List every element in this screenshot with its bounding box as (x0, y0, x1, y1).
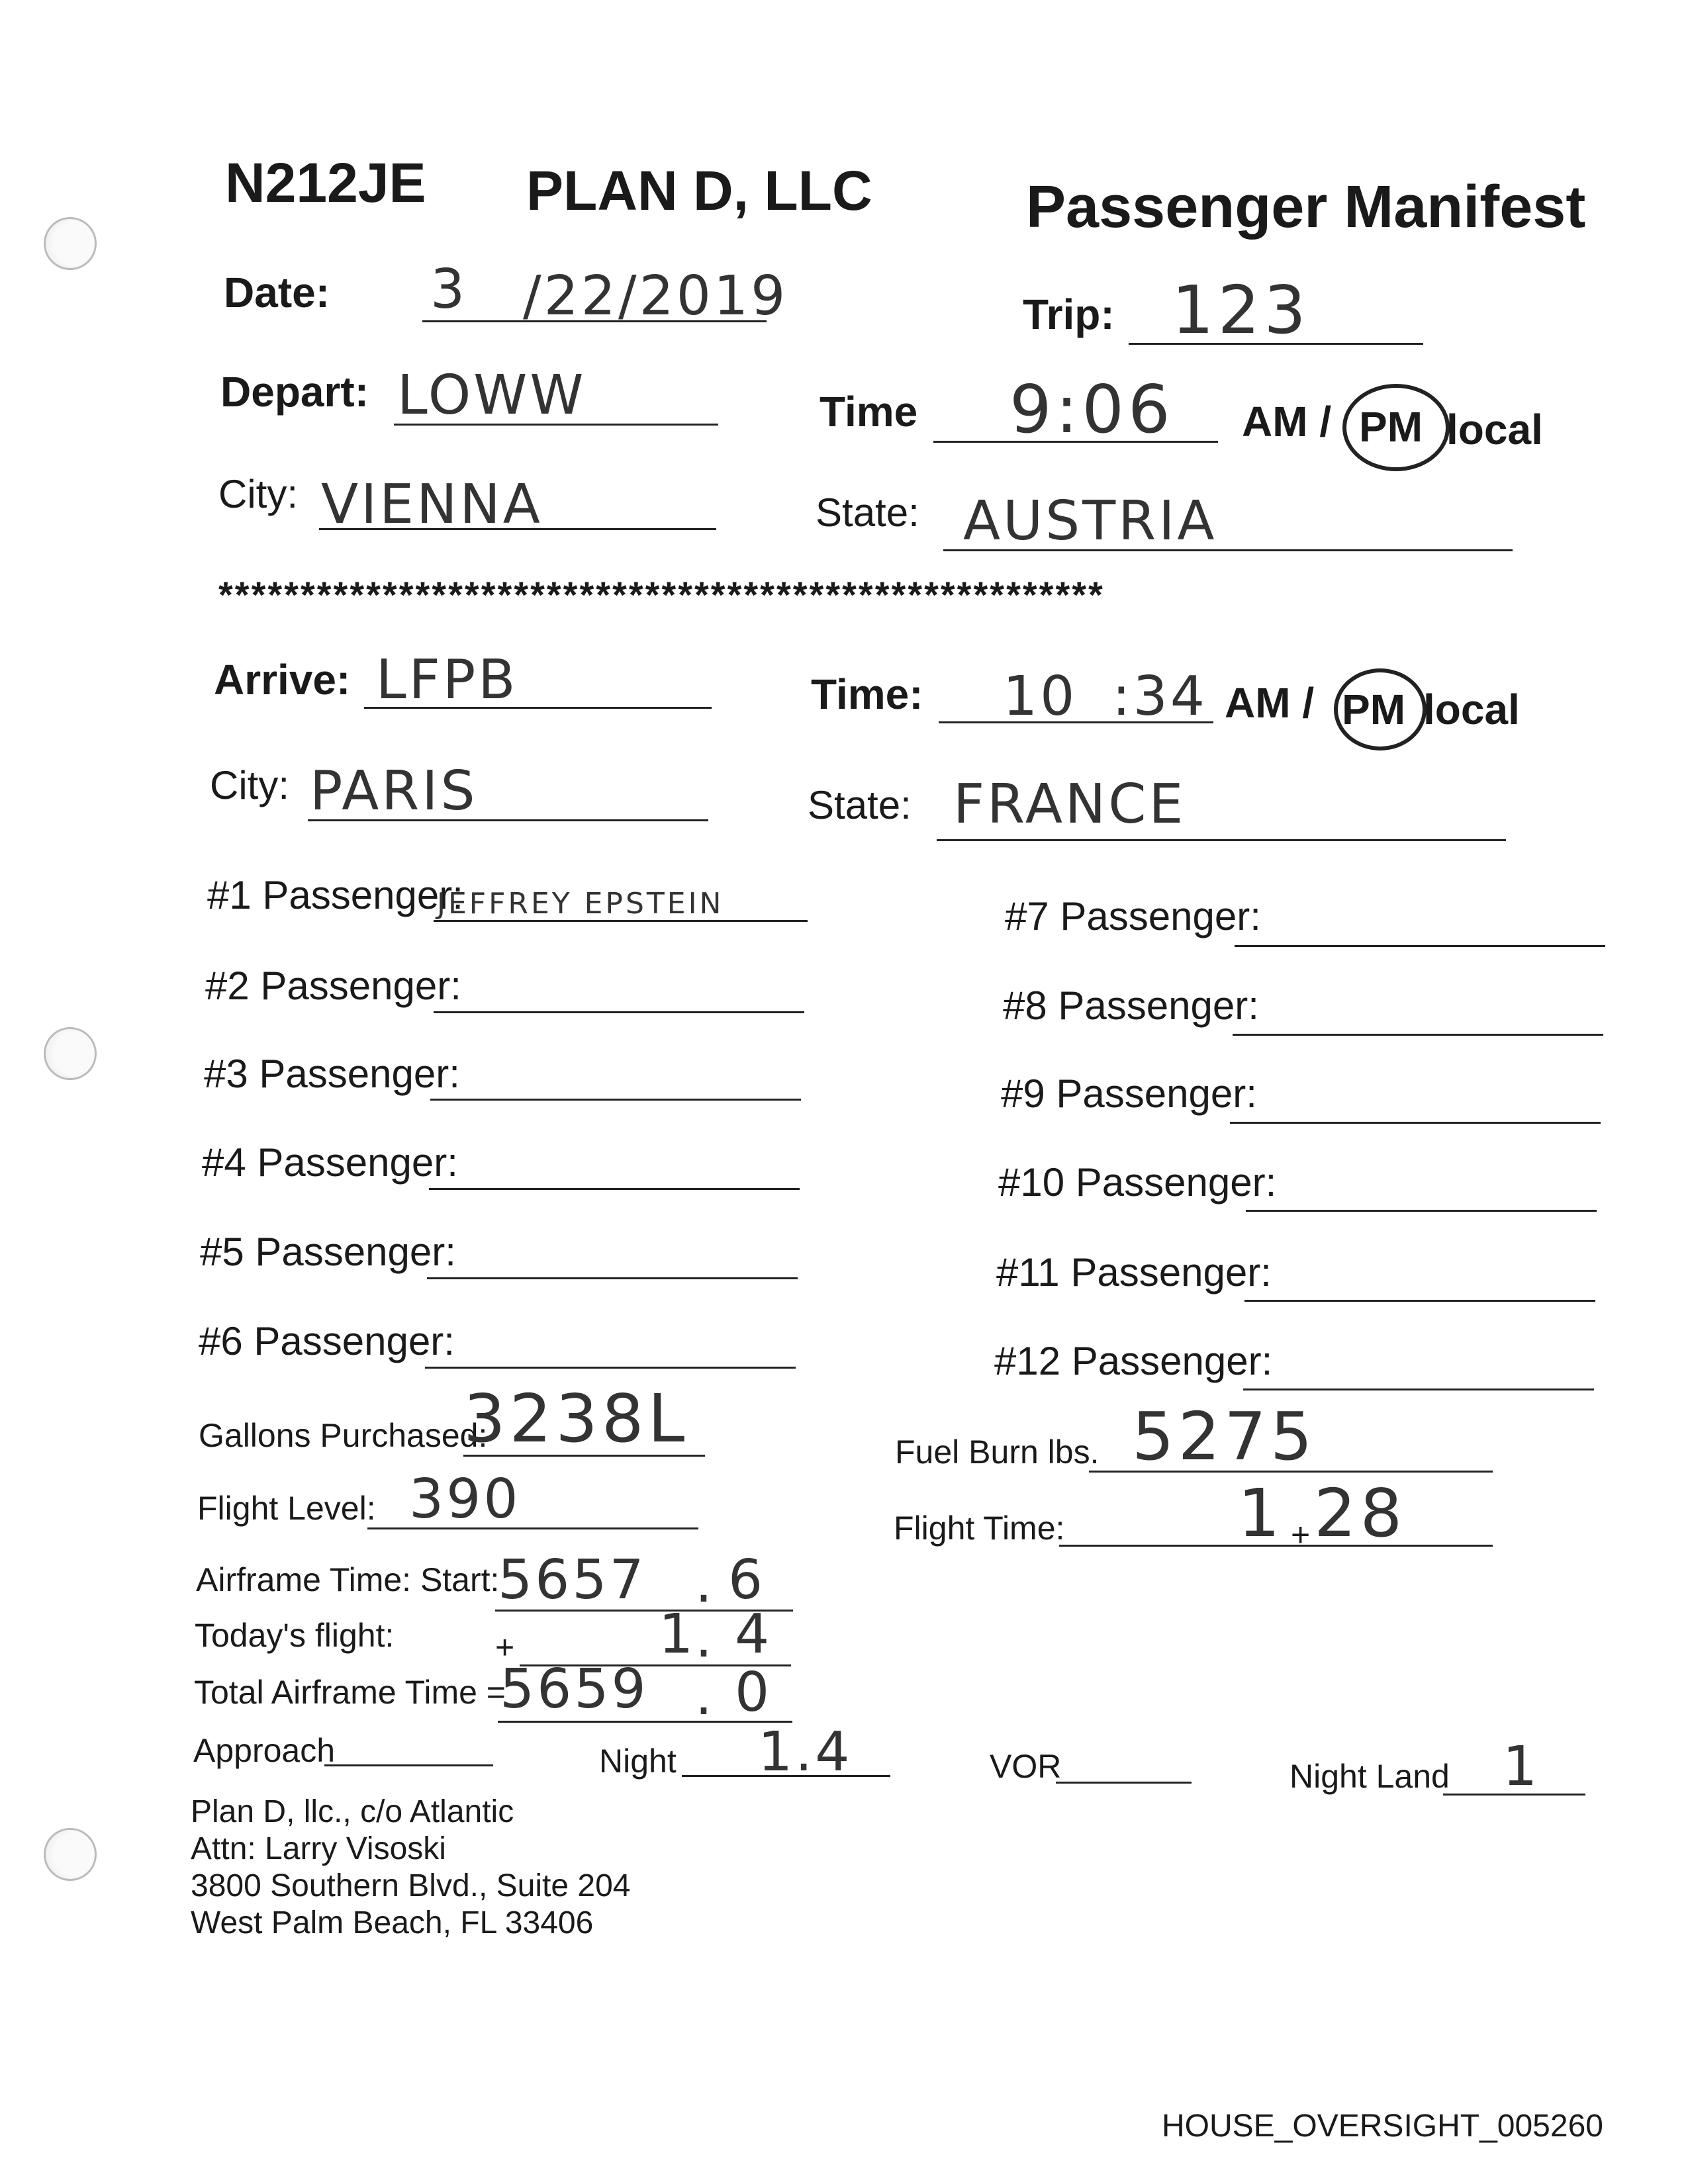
flight-level-line (367, 1527, 698, 1529)
passenger-label: #9 Passenger: (1001, 1071, 1257, 1116)
depart-local-label: local (1446, 406, 1543, 453)
approach-label: Approach (193, 1732, 336, 1769)
passenger-line (430, 1099, 801, 1101)
airframe-start-tenth: 6 (728, 1549, 766, 1612)
flight-time-line (1059, 1545, 1493, 1547)
depart-pm-label: PM (1359, 403, 1423, 451)
date-rest: /22/2019 (523, 265, 788, 328)
passenger-line (427, 1277, 798, 1279)
address-block (191, 1794, 630, 1942)
fuel-burn-label: Fuel Burn lbs. (895, 1433, 1100, 1471)
company-name: PLAN D, LLC (526, 159, 872, 222)
arrive-state-value: FRANCE (953, 773, 1186, 836)
fuel-burn-value: 5275 (1132, 1398, 1317, 1475)
passenger-label: #1 Passenger: (207, 873, 463, 917)
flight-time-minutes: 28 (1314, 1475, 1407, 1552)
vor-label: VOR (990, 1748, 1062, 1785)
night-label: Night (599, 1743, 677, 1780)
total-airframe-line (498, 1721, 792, 1723)
arrive-time-minute: :34 (1112, 665, 1207, 728)
depart-value: LOWW (397, 364, 586, 427)
arrive-pm-circle (1334, 668, 1427, 751)
passenger-line (1230, 1122, 1601, 1124)
passenger-label: #7 Passenger: (1005, 894, 1261, 938)
passenger-label: #2 Passenger: (205, 964, 461, 1008)
depart-am-label: AM / (1242, 398, 1332, 445)
depart-time-value: 9:06 (1009, 371, 1174, 448)
date-line (422, 320, 767, 322)
passenger-label: #6 Passenger: (199, 1319, 455, 1363)
passenger-label: #10 Passenger: (998, 1160, 1277, 1205)
passenger-label: #3 Passenger: (204, 1052, 460, 1096)
passenger-line (1246, 1210, 1597, 1212)
address-line-street: 3800 Southern Blvd., Suite 204 (191, 1868, 631, 1903)
passenger-line (434, 1011, 804, 1013)
total-airframe-whole: 5659 (500, 1658, 649, 1721)
depart-city-value: VIENNA (321, 473, 543, 536)
flight-time-hours: 1 (1238, 1475, 1284, 1552)
arrive-city-value: PARIS (310, 760, 478, 823)
airframe-start-whole: 5657 (498, 1549, 647, 1612)
passenger-line (425, 1367, 796, 1369)
arrive-value: LFPB (376, 649, 518, 711)
tail-number: N212JE (225, 152, 426, 214)
fuel-burn-line (1089, 1471, 1493, 1473)
flight-time-label: Flight Time: (894, 1510, 1065, 1547)
trip-line (1129, 343, 1423, 345)
arrive-pm-label: PM (1342, 686, 1405, 733)
passenger-label: #12 Passenger: (994, 1339, 1273, 1383)
depart-city-line (319, 528, 716, 530)
passenger-line (1243, 1388, 1594, 1390)
date-label: Date: (224, 269, 330, 316)
depart-pm-circle (1342, 384, 1450, 471)
passenger-label: #4 Passenger: (202, 1140, 458, 1185)
binder-hole-top (44, 217, 97, 270)
page-title: Passenger Manifest (1026, 174, 1586, 240)
depart-state-line (943, 549, 1513, 551)
gallons-purchased-label: Gallons Purchased: (199, 1417, 488, 1454)
night-line (682, 1775, 890, 1777)
arrive-local-label: local (1423, 686, 1520, 733)
address-line-company: Plan D, llc., c/o Atlantic (191, 1794, 514, 1829)
arrive-time-line (939, 721, 1213, 723)
arrive-city-line (308, 819, 708, 821)
passenger-line (429, 1188, 800, 1190)
flight-level-label: Flight Level: (197, 1490, 376, 1527)
vor-line (1056, 1782, 1192, 1784)
arrive-label: Arrive: (214, 656, 351, 704)
todays-flight-tenth: 4 (735, 1603, 773, 1666)
passenger-line (434, 920, 808, 922)
passenger-label: #5 Passenger: (200, 1230, 456, 1274)
todays-flight-dot: . (695, 1607, 716, 1670)
todays-flight-plus: + (495, 1629, 515, 1666)
night-land-label: Night Land (1289, 1758, 1450, 1795)
separator-stars: ****************************************************** (218, 574, 1105, 615)
binder-hole-bottom (44, 1828, 97, 1881)
trip-value: 123 (1172, 271, 1310, 349)
binder-hole-middle (44, 1027, 97, 1080)
bates-number: HOUSE_OVERSIGHT_005260 (1162, 2109, 1603, 2144)
todays-flight-label: Today's flight: (195, 1617, 395, 1654)
passenger-value: JEFFREY EPSTEIN (437, 887, 724, 921)
flight-time-plus: + (1291, 1516, 1311, 1553)
address-line-city: West Palm Beach, FL 33406 (191, 1905, 594, 1940)
night-land-value: 1 (1503, 1735, 1540, 1798)
passenger-label: #11 Passenger: (996, 1250, 1272, 1295)
total-airframe-tenth: 0 (735, 1661, 773, 1724)
gallons-purchased-value: 3238L (463, 1380, 689, 1457)
arrive-state-line (937, 839, 1506, 841)
depart-time-line (933, 441, 1218, 443)
arrive-city-label: City: (210, 763, 289, 807)
depart-time-label: Time (820, 388, 918, 435)
airframe-start-label: Airframe Time: Start: (196, 1561, 500, 1598)
flight-level-value: 390 (409, 1468, 521, 1531)
depart-city-label: City: (218, 472, 298, 516)
date-month: 3 (430, 258, 468, 321)
passenger-line (1235, 945, 1605, 947)
night-land-line (1443, 1794, 1585, 1796)
todays-flight-whole: 1 (659, 1603, 696, 1666)
arrive-state-label: State: (808, 783, 912, 827)
arrive-am-label: AM / (1225, 679, 1315, 727)
gallons-purchased-line (463, 1455, 705, 1457)
depart-state-value: AUSTRIA (963, 490, 1217, 553)
depart-label: Depart: (220, 368, 369, 416)
arrive-time-hour: 10 (1003, 665, 1078, 728)
passenger-line (1244, 1300, 1595, 1302)
total-airframe-label: Total Airframe Time = (194, 1674, 506, 1711)
night-value: 1.4 (758, 1721, 853, 1784)
approach-line (324, 1764, 493, 1766)
arrive-time-label: Time: (811, 670, 923, 718)
arrive-line (364, 707, 712, 709)
trip-label: Trip: (1023, 291, 1115, 338)
depart-line (394, 424, 718, 426)
airframe-start-dot: . (695, 1552, 716, 1615)
total-airframe-dot: . (695, 1664, 716, 1727)
address-line-attn: Attn: Larry Visoski (191, 1831, 446, 1866)
passenger-line (1233, 1034, 1603, 1036)
passenger-label: #8 Passenger: (1003, 983, 1259, 1028)
depart-state-label: State: (816, 490, 919, 535)
